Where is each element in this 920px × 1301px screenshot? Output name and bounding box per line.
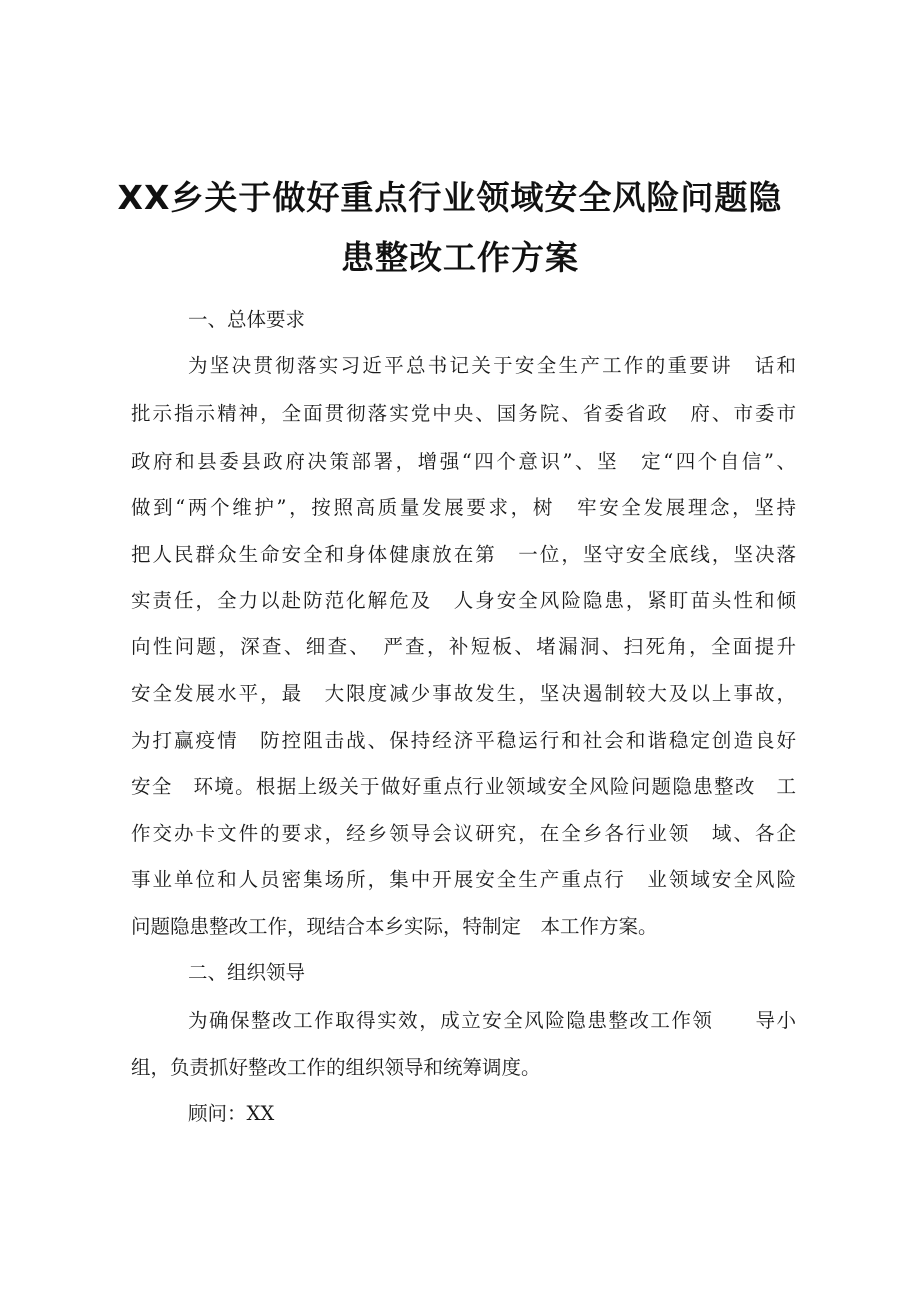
- paragraph-line: 政府和县委县政府决策部署，增强“四个意识”、坚 定“四个自信”、: [131, 450, 796, 473]
- section-heading-organization-leadership: 二、组织领导: [188, 961, 306, 984]
- paragraph-line: 向性问题，深查、细查、 严查，补短板、堵漏洞、扫死角，全面提升: [131, 635, 796, 658]
- paragraph-line: 安全发展水平，最 大限度减少事故发生，坚决遏制较大及以上事故，: [131, 682, 796, 705]
- paragraph-line: 把人民群众生命安全和身体健康放在第 一位，坚守安全底线，坚决落: [131, 543, 796, 566]
- adviser-line: 顾问：XX: [188, 1102, 275, 1125]
- paragraph-line: 作交办卡文件的要求，经乡领导会议研究，在全乡各行业领 域、各企: [131, 822, 796, 845]
- paragraph-line: 为确保整改工作取得实效，成立安全风险隐患整改工作领 导小: [188, 1009, 796, 1032]
- paragraph-line: 组，负责抓好整改工作的组织领导和统筹调度。: [131, 1056, 541, 1079]
- paragraph-line: 批示指示精神，全面贯彻落实党中央、国务院、省委省政 府、市委市: [131, 402, 796, 425]
- paragraph-line: 安全 环境。根据上级关于做好重点行业领域安全风险问题隐患整改 工: [131, 775, 796, 798]
- paragraph-line: 为打赢疫情 防控阻击战、保持经济平稳运行和社会和谐稳定创造良好: [131, 729, 796, 752]
- paragraph-line: 做到“两个维护”，按照高质量发展要求，树 牢安全发展理念，坚持: [131, 496, 796, 519]
- paragraph-line: 事业单位和人员密集场所，集中开展安全生产重点行 业领域安全风险: [131, 868, 796, 891]
- document-title-line-2: 患整改工作方案: [341, 238, 579, 277]
- section-heading-general-requirements: 一、总体要求: [188, 308, 306, 331]
- paragraph-line: 实责任，全力以赴防范化解危及 人身安全风险隐患，紧盯苗头性和倾: [131, 589, 796, 612]
- paragraph-line: 问题隐患整改工作，现结合本乡实际，特制定 本工作方案。: [131, 915, 658, 938]
- document-title-line-1: XX乡关于做好重点行业领域安全风险问题隐: [117, 178, 783, 217]
- paragraph-line: 为坚决贯彻落实习近平总书记关于安全生产工作的重要讲 话和: [188, 354, 796, 377]
